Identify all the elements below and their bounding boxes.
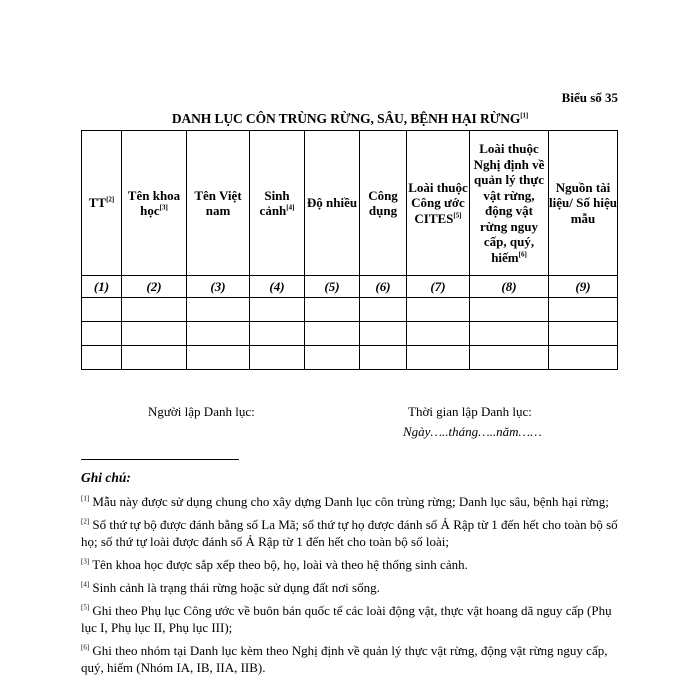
note-text: Mẫu này được sử dụng chung cho xây dựng Danh lục côn trùng rừng; Danh lục sâu, bệnh hại rừng; <box>92 494 609 509</box>
header-cites: Loài thuộc Công ước CITES[5] <box>407 131 470 276</box>
table-cell <box>470 346 549 370</box>
title-text: DANH LỤC CÔN TRÙNG RỪNG, SÂU, BỆNH HẠI RỪNG <box>171 111 521 126</box>
note-text: Ghi theo Phụ lục Công ước về buôn bán quốc tế các loài động vật, thực vật hoang dã nguy cấp (Phụ lục I, Phụ lục II, Phụ lục III); <box>81 603 612 635</box>
note-ref: [1] <box>81 494 90 503</box>
preparer-label: Người lập Danh lục: <box>148 404 255 419</box>
header-habitat: Sinh cảnh[4] <box>250 131 305 276</box>
table-cell <box>360 346 407 370</box>
table-row <box>82 298 618 322</box>
notes-list <box>81 493 621 682</box>
header-abundance: Độ nhiều <box>305 131 360 276</box>
note-ref: [2] <box>81 517 90 526</box>
column-number: (5) <box>305 276 360 298</box>
time-label: Thời gian lập Danh lục: <box>408 404 532 419</box>
table-cell <box>305 346 360 370</box>
note-ref: [6] <box>81 643 90 652</box>
note-text: Số thứ tự bộ được đánh bằng số La Mã; số thứ tự họ được đánh số Ả Rập từ 1 đến hết cho toàn bộ số họ; số thứ tự loài được đánh số Ả Rập từ 1 đến hết cho toàn bộ số loài; <box>81 517 618 549</box>
catalog-table <box>81 130 618 370</box>
form-number: Biểu số 35 <box>561 90 618 105</box>
table-row <box>82 322 618 346</box>
table-cell <box>250 346 305 370</box>
table-cell <box>187 346 250 370</box>
table-cell <box>470 298 549 322</box>
table-cell <box>305 298 360 322</box>
table-cell <box>250 298 305 322</box>
note-item <box>81 602 621 636</box>
note-ref: [4] <box>81 580 90 589</box>
notes-heading: Ghi chú: <box>81 470 131 485</box>
table-cell <box>549 298 618 322</box>
note-text: Sinh cảnh là trạng thái rừng hoặc sử dụng đất nơi sống. <box>92 580 380 595</box>
table-cell <box>407 298 470 322</box>
note-ref: [3] <box>81 557 90 566</box>
note-text: Ghi theo nhóm tại Danh lục kèm theo Nghị định về quản lý thực vật rừng, động vật rừng nguy cấp, quý, hiếm (Nhóm IA, IB, IIA, IIB). <box>81 643 608 675</box>
column-number: (2) <box>122 276 187 298</box>
column-number: (8) <box>470 276 549 298</box>
note-item <box>81 493 621 510</box>
title-footnote-ref: [1] <box>520 111 529 120</box>
table-cell <box>407 322 470 346</box>
header-uses: Công dụng <box>360 131 407 276</box>
table-cell <box>122 322 187 346</box>
table-cell <box>122 298 187 322</box>
note-ref: [5] <box>81 603 90 612</box>
header-row <box>82 131 618 276</box>
column-number: (6) <box>360 276 407 298</box>
header-vietnamese-name: Tên Việt nam <box>187 131 250 276</box>
table-cell <box>82 298 122 322</box>
footnote-divider <box>81 459 239 460</box>
column-number: (1) <box>82 276 122 298</box>
header-tt: TT[2] <box>82 131 122 276</box>
table-cell <box>549 346 618 370</box>
column-number: (4) <box>250 276 305 298</box>
column-number-row <box>82 276 618 298</box>
note-item <box>81 642 621 676</box>
column-number: (3) <box>187 276 250 298</box>
table-cell <box>82 322 122 346</box>
table-cell <box>187 322 250 346</box>
header-scientific-name: Tên khoa học[3] <box>122 131 187 276</box>
table-row <box>82 346 618 370</box>
document-title <box>0 111 700 127</box>
note-item <box>81 516 621 550</box>
header-decree: Loài thuộc Nghị định về quản lý thực vật rừng, động vật rừng nguy cấp, quý, hiếm[6] <box>470 131 549 276</box>
column-number: (9) <box>549 276 618 298</box>
table-cell <box>82 346 122 370</box>
table-cell <box>549 322 618 346</box>
note-text: Tên khoa học được sắp xếp theo bộ, họ, loài và theo hệ thống sinh cảnh. <box>92 557 468 572</box>
table-cell <box>360 322 407 346</box>
header-source: Nguồn tài liệu/ Số hiệu mẫu <box>549 131 618 276</box>
table-cell <box>470 322 549 346</box>
table-cell <box>122 346 187 370</box>
table-cell <box>407 346 470 370</box>
table-cell <box>305 322 360 346</box>
note-item <box>81 579 621 596</box>
table-cell <box>187 298 250 322</box>
column-number: (7) <box>407 276 470 298</box>
table-cell <box>250 322 305 346</box>
date-line: Ngày…..tháng…..năm…… <box>403 424 542 439</box>
table-cell <box>360 298 407 322</box>
note-item <box>81 556 621 573</box>
